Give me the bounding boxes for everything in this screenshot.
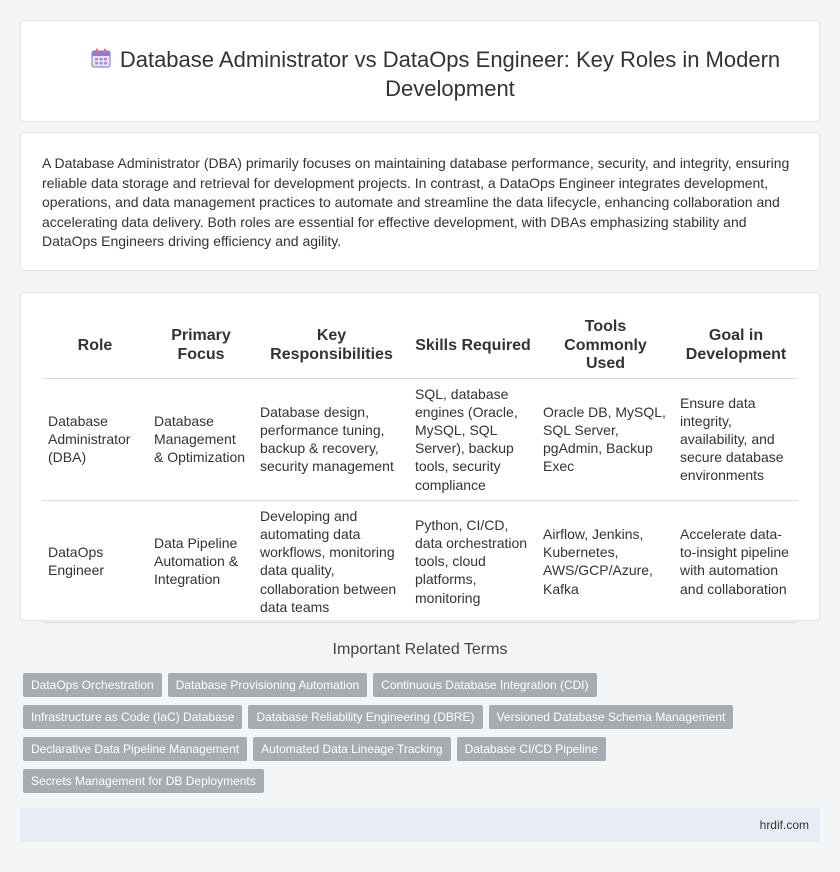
footer <box>20 808 820 842</box>
table-cell: Accelerate data-to-insight pipeline with automation and collaboration <box>674 500 798 622</box>
intro-card <box>20 132 820 271</box>
term-tag[interactable]: Database Reliability Engineering (DBRE) <box>248 705 482 729</box>
table-cell: Database design, performance tuning, backup & recovery, security management <box>254 378 409 500</box>
intro-paragraph: A Database Administrator (DBA) primarily focuses on maintaining database performance, security, and integrity, ensuring reliable data storage and retrieval for development projects. In contrast, a DataOps Engineer integrates development, operations, and data management practices to automate and streamline the data lifecycle, enhancing collaboration and accelerating data delivery. Both roles are essential for effective development, with DBAs emphasizing stability and DataOps Engineers driving efficiency and agility. <box>42 155 790 250</box>
footer-site-link[interactable]: hrdif.com <box>759 818 809 832</box>
table-cell: DataOps Engineer <box>42 500 148 622</box>
table-cell: Data Pipeline Automation & Integration <box>148 500 254 622</box>
column-header: Skills Required <box>409 313 537 378</box>
page-title: Database Administrator vs DataOps Engineer: Key Roles in Modern Development <box>119 47 781 101</box>
term-tag[interactable]: DataOps Orchestration <box>23 673 162 697</box>
term-tag[interactable]: Versioned Database Schema Management <box>489 705 734 729</box>
comparison-table <box>42 313 798 623</box>
title-card <box>20 20 820 122</box>
term-tag[interactable]: Database Provisioning Automation <box>168 673 367 697</box>
column-header: Goal in Development <box>674 313 798 378</box>
table-row <box>42 500 798 622</box>
table-cell: Python, CI/CD, data orchestration tools, cloud platforms, monitoring <box>409 500 537 622</box>
term-tag[interactable]: Declarative Data Pipeline Management <box>23 737 247 761</box>
table-cell: SQL, database engines (Oracle, MySQL, SQL Server), backup tools, security compliance <box>409 378 537 500</box>
table-cell: Developing and automating data workflows, monitoring data quality, collaboration between data teams <box>254 500 409 622</box>
table-cell: Database Management & Optimization <box>148 378 254 500</box>
table-cell: Airflow, Jenkins, Kubernetes, AWS/GCP/Azure, Kafka <box>537 500 674 622</box>
related-terms-list <box>23 673 813 793</box>
column-header: Primary Focus <box>148 313 254 378</box>
term-tag[interactable]: Infrastructure as Code (IaC) Database <box>23 705 242 729</box>
comparison-card <box>20 292 820 621</box>
column-header: Key Responsibilities <box>254 313 409 378</box>
table-cell: Oracle DB, MySQL, SQL Server, pgAdmin, Backup Exec <box>537 378 674 500</box>
column-header: Role <box>42 313 148 378</box>
table-cell: Database Administrator (DBA) <box>42 378 148 500</box>
term-tag[interactable]: Database CI/CD Pipeline <box>457 737 606 761</box>
column-header: Tools Commonly Used <box>537 313 674 378</box>
table-cell: Ensure data integrity, availability, and secure database environments <box>674 378 798 500</box>
term-tag[interactable]: Automated Data Lineage Tracking <box>253 737 450 761</box>
term-tag[interactable]: Continuous Database Integration (CDI) <box>373 673 596 697</box>
term-tag[interactable]: Secrets Management for DB Deployments <box>23 769 264 793</box>
table-row <box>42 378 798 500</box>
related-terms-heading: Important Related Terms <box>332 641 508 658</box>
table-header-row <box>42 313 798 378</box>
